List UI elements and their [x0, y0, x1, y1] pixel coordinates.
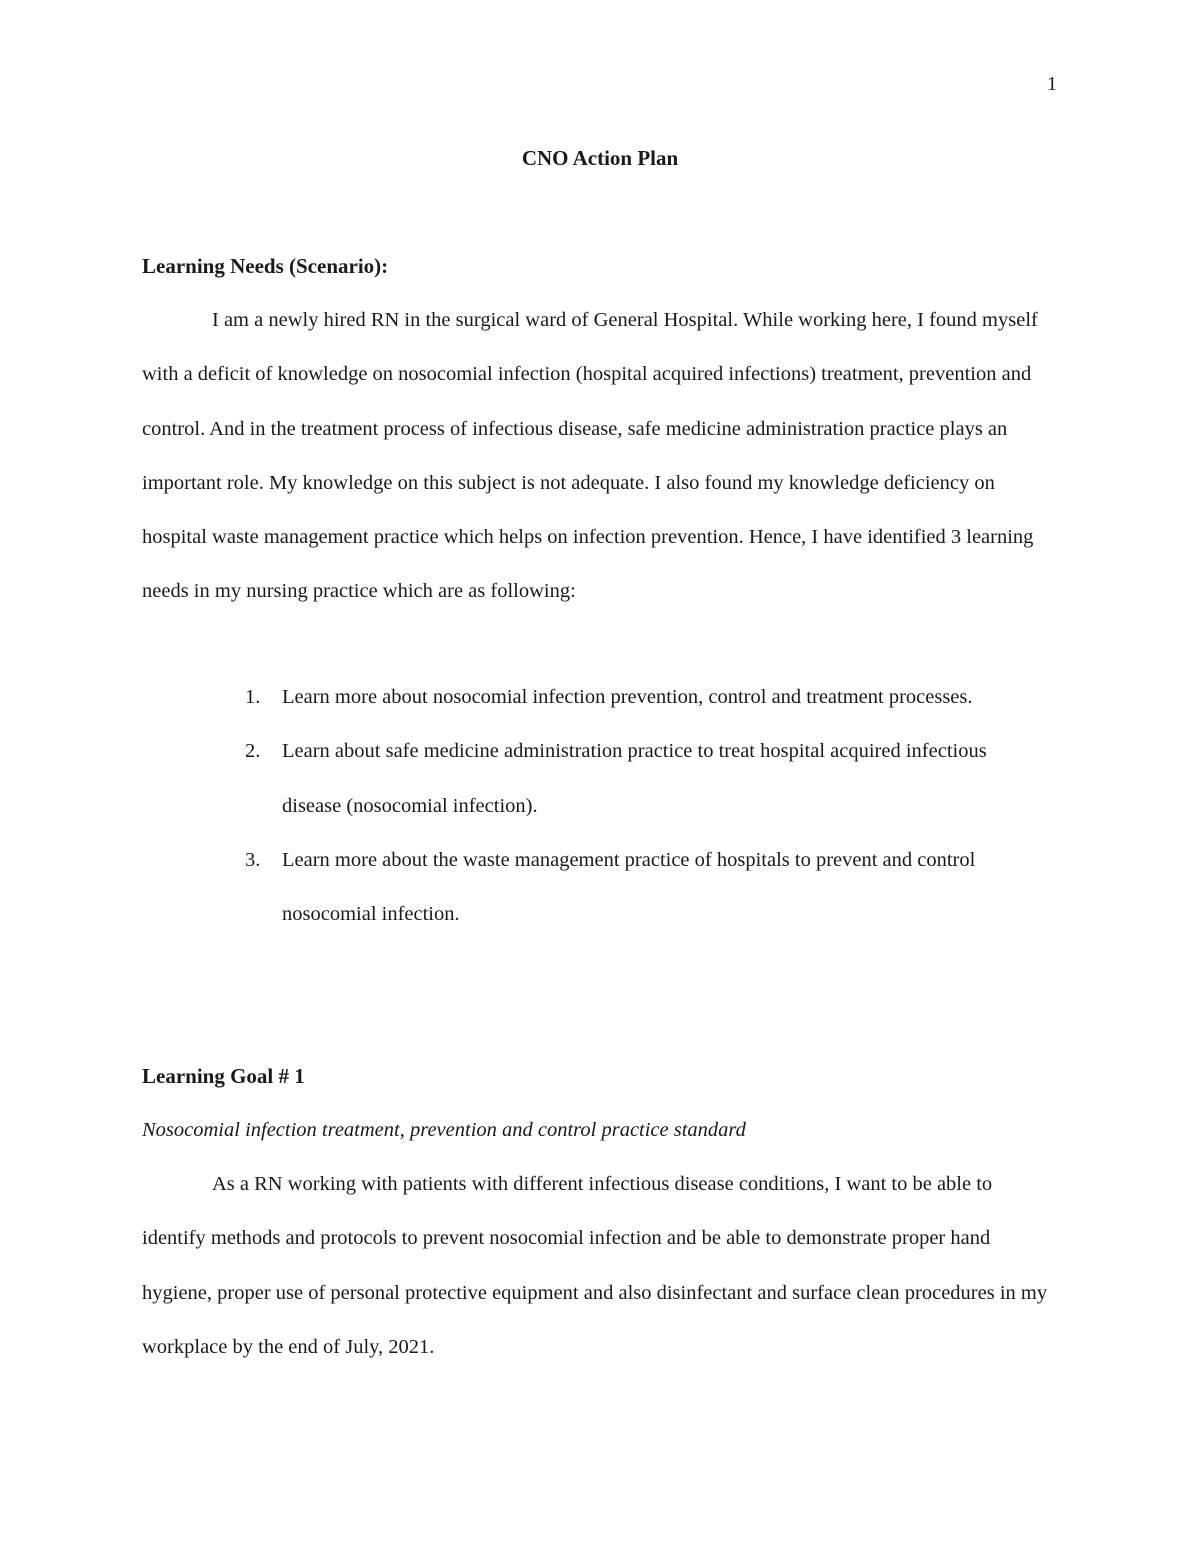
list-item-number: 3. — [245, 848, 261, 871]
list-item-text: Learn more about nosocomial infection prevention, control and treatment processes. — [282, 686, 973, 708]
learning-goal-1-subtitle: Nosocomial infection treatment, prevention and control practice standard — [142, 1119, 746, 1141]
list-item — [245, 724, 1045, 833]
list-item-text: Learn more about the waste management practice of hospitals to prevent and control nosocomial infection. — [282, 848, 976, 926]
list-item-number: 2. — [245, 740, 261, 763]
page-number: 1 — [1047, 73, 1057, 95]
list-item-number: 1. — [245, 686, 261, 708]
list-item — [245, 670, 1045, 724]
list-item — [245, 833, 1045, 942]
document-title: CNO Action Plan — [521, 146, 679, 170]
list-item-text: Learn about safe medicine administration practice to treat hospital acquired infectious disease (nosocomial infection). — [282, 740, 987, 817]
learning-needs-list — [245, 670, 1045, 941]
learning-goal-1-paragraph: As a RN working with patients with different infectious disease conditions, I want to be able to identify methods and protocols to prevent nosocomial infection and be able to demonstrate proper hand hygiene, proper use of personal protective equipment and also disinfectant and surface clean procedures in my workplace by the end of July, 2021. — [142, 1173, 1048, 1358]
learning-needs-paragraph: I am a newly hired RN in the surgical ward of General Hospital. While working here, I found myself with a deficit of knowledge on nosocomial infection (hospital acquired infections) treatment, prevention and control. And in the treatment process of infectious disease, safe medicine administration practice plays an important role. My knowledge on this subject is not adequate. I also found my knowledge deficiency on hospital waste management practice which helps on infection prevention. Hence, I have identified 3 learning needs in my nursing practice which are as following: — [142, 309, 1038, 603]
learning-goal-1-heading: Learning Goal # 1 — [142, 1064, 305, 1088]
learning-needs-heading: Learning Needs (Scenario): — [142, 254, 389, 278]
